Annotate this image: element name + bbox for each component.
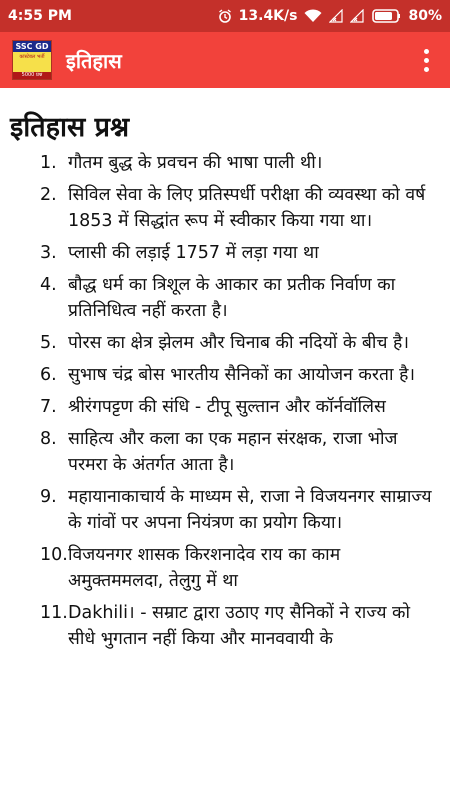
battery-percent: 80% — [408, 8, 442, 24]
question-number: 3. — [40, 243, 57, 263]
wifi-icon — [304, 9, 322, 23]
logo-top-text: SSC GD — [13, 41, 51, 52]
logo-bottom-text: 5000 प्रश्न — [13, 72, 51, 79]
signal-icon-2 — [350, 9, 364, 23]
app-title: इतिहास — [66, 48, 122, 73]
question-text: सिविल सेवा के लिए प्रतिस्पर्धी परीक्षा की व्यवस्था को वर्ष 1853 में सिद्धांत रूप में स्वीकार किया गया था। — [68, 185, 426, 231]
question-text: Dakhili। - सम्राट द्वारा उठाए गए सैनिकों ने राज्य को सीधे भुगतान नहीं किया और मानववायी के — [68, 603, 411, 649]
battery-icon — [371, 9, 401, 23]
question-number: 1. — [40, 153, 57, 173]
question-text: सुभाष चंद्र बोस भारतीय सैनिकों का आयोजन करता है। — [68, 365, 416, 385]
question-item — [0, 240, 450, 266]
question-text: गौतम बुद्ध के प्रवचन की भाषा पाली थी। — [68, 153, 323, 173]
question-text: विजयनगर शासक किरशनादेव राय का काम अमुक्तममलदा, तेलुगु में था — [68, 545, 341, 591]
question-number: 10. — [40, 545, 68, 565]
page-heading: इतिहास प्रश्न — [10, 112, 130, 143]
question-item — [0, 484, 450, 536]
question-item — [0, 394, 450, 420]
alarm-icon — [218, 9, 232, 23]
content-area[interactable] — [0, 88, 450, 738]
question-item — [0, 362, 450, 388]
question-item — [0, 330, 450, 356]
question-text: श्रीरंगपट्टण की संधि - टीपू सुल्तान और कॉर्नवॉलिस — [68, 397, 386, 417]
status-time: 4:55 PM — [8, 8, 72, 24]
question-text: बौद्ध धर्म का त्रिशूल के आकार का प्रतीक निर्वाण का प्रतिनिधित्व नहीं करता है। — [68, 275, 396, 321]
question-item — [0, 542, 450, 594]
question-number: 5. — [40, 333, 57, 353]
question-item — [0, 150, 450, 176]
question-text: साहित्य और कला का एक महान संरक्षक, राजा भोज परमरा के अंतर्गत आता है। — [68, 429, 398, 475]
question-number: 9. — [40, 487, 57, 507]
overflow-menu-icon[interactable] — [414, 49, 438, 72]
question-item — [0, 600, 450, 652]
app-bar — [0, 32, 450, 88]
status-icons — [218, 8, 442, 24]
question-item — [0, 182, 450, 234]
signal-icon — [329, 9, 343, 23]
question-item — [0, 426, 450, 478]
question-number: 8. — [40, 429, 57, 449]
app-logo — [12, 40, 52, 80]
question-text: प्लासी की लड़ाई 1757 में लड़ा गया था — [68, 243, 319, 263]
question-number: 4. — [40, 275, 57, 295]
status-bar — [0, 0, 450, 32]
question-number: 2. — [40, 185, 57, 205]
question-list — [0, 150, 450, 652]
question-text: पोरस का क्षेत्र झेलम और चिनाब की नदियों के बीच है। — [68, 333, 409, 353]
bottom-blank-area — [0, 738, 450, 800]
question-number: 7. — [40, 397, 57, 417]
question-number: 11. — [40, 603, 68, 623]
question-item — [0, 272, 450, 324]
question-number: 6. — [40, 365, 57, 385]
logo-middle-text: कांस्टेबल भर्ती — [19, 54, 45, 60]
network-speed: 13.4K/s — [238, 8, 298, 24]
question-text: महायानाकाचार्य के माध्यम से, राजा ने विजयनगर साम्राज्य के गांवों पर अपना नियंत्रण का प्रयोग किया। — [68, 487, 432, 533]
